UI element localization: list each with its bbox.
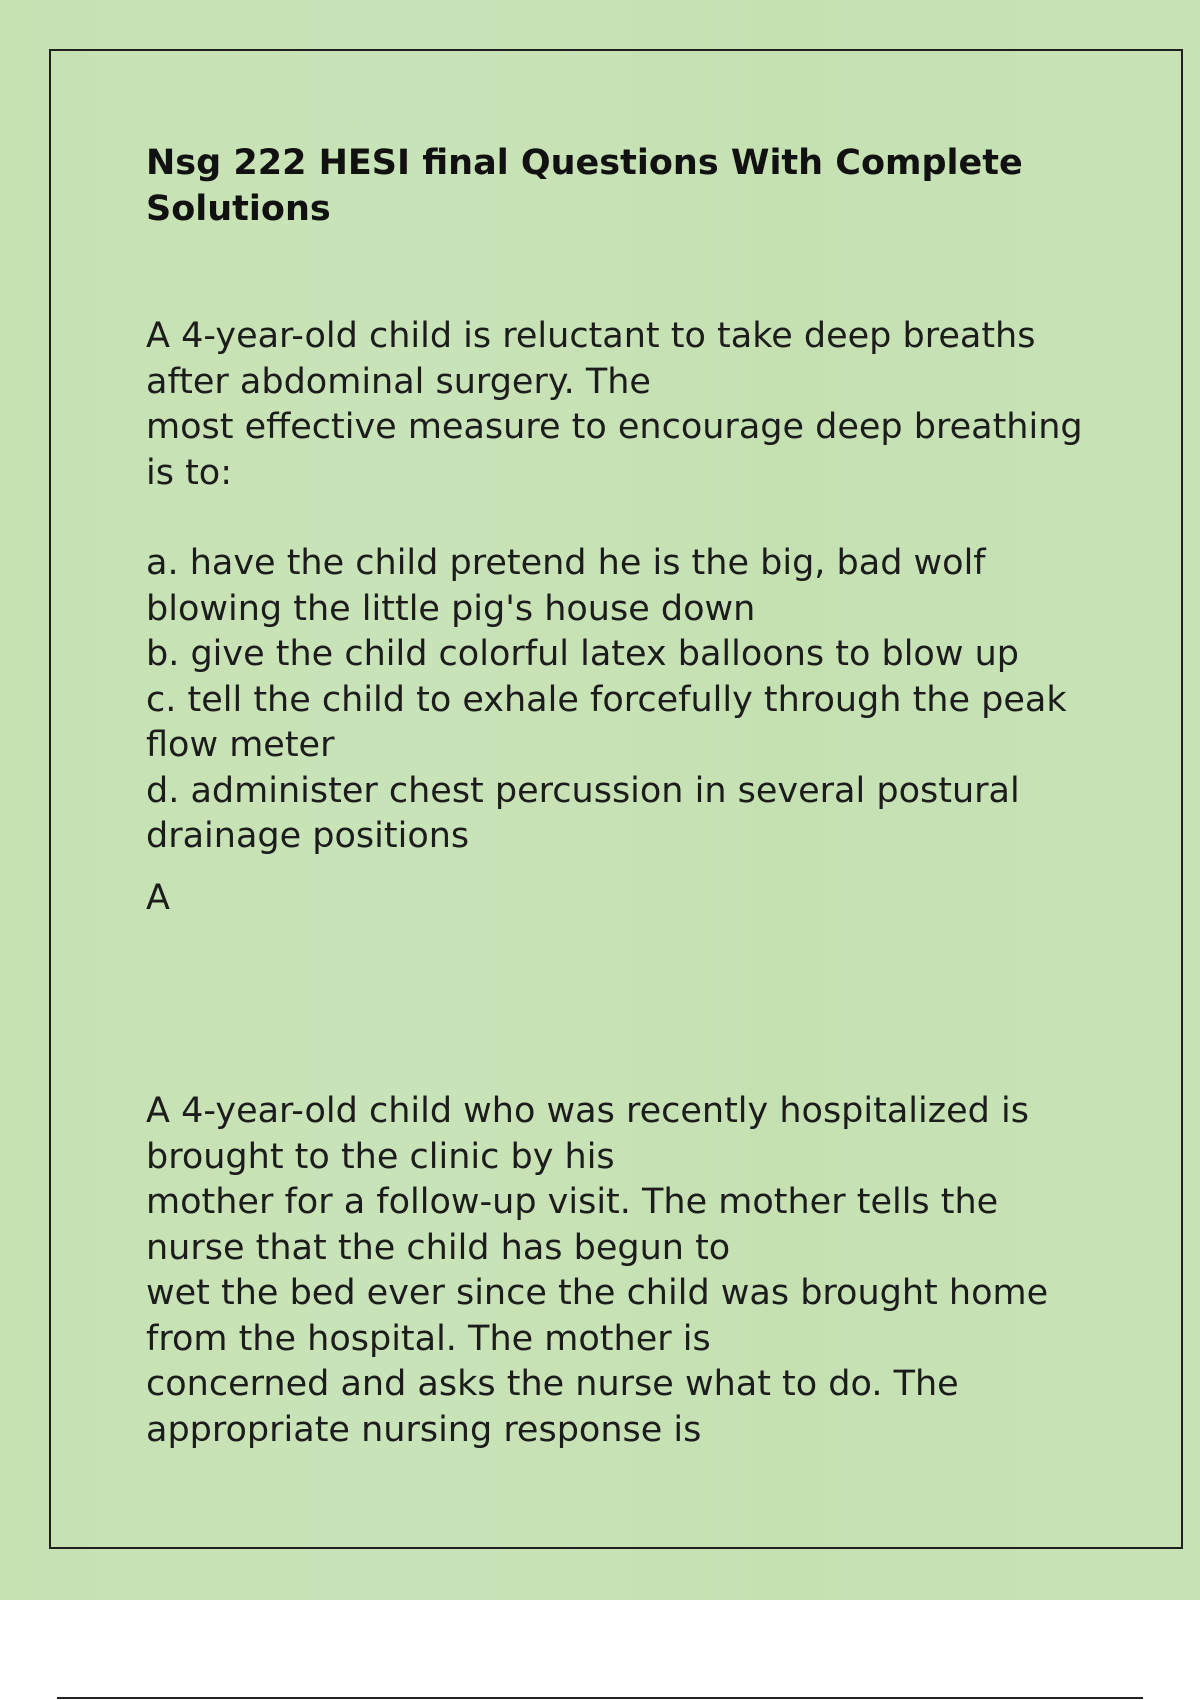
question-1-option-b: b. give the child colorful latex balloons to blow up: [146, 634, 1020, 674]
question-2-stem-line: concerned and asks the nurse what to do. The appropriate nursing response is: [146, 1364, 959, 1450]
question-2: [146, 1089, 1096, 1453]
document-title: Nsg 222 HESI final Questions With Complete Solutions: [146, 143, 1023, 229]
question-2-stem-line: A 4-year-old child who was recently hospitalized is brought to the clinic by his: [146, 1091, 1029, 1177]
question-1-stem-line: A 4-year-old child is reluctant to take deep breaths after abdominal surgery. The: [146, 316, 1036, 402]
question-1-answer: A: [146, 877, 170, 918]
footer-divider: [57, 1697, 1143, 1699]
question-2-stem-line: wet the bed ever since the child was brought home from the hospital. The mother is: [146, 1273, 1049, 1359]
question-1-options: [146, 541, 1096, 860]
question-1: [146, 314, 1096, 921]
question-1-option-a: a. have the child pretend he is the big, bad wolf blowing the little pig's house down: [146, 543, 986, 629]
document-content: [146, 140, 1096, 1453]
question-2-stem-line: mother for a follow-up visit. The mother tells the nurse that the child has begun to: [146, 1182, 999, 1268]
question-1-option-d: d. administer chest percussion in several postural drainage positions: [146, 770, 1020, 856]
question-1-stem-line: most effective measure to encourage deep breathing is to:: [146, 407, 1083, 493]
question-2-stem: [146, 1089, 1096, 1453]
question-1-stem: [146, 314, 1096, 496]
question-1-option-c: c. tell the child to exhale forcefully through the peak flow meter: [146, 679, 1067, 765]
